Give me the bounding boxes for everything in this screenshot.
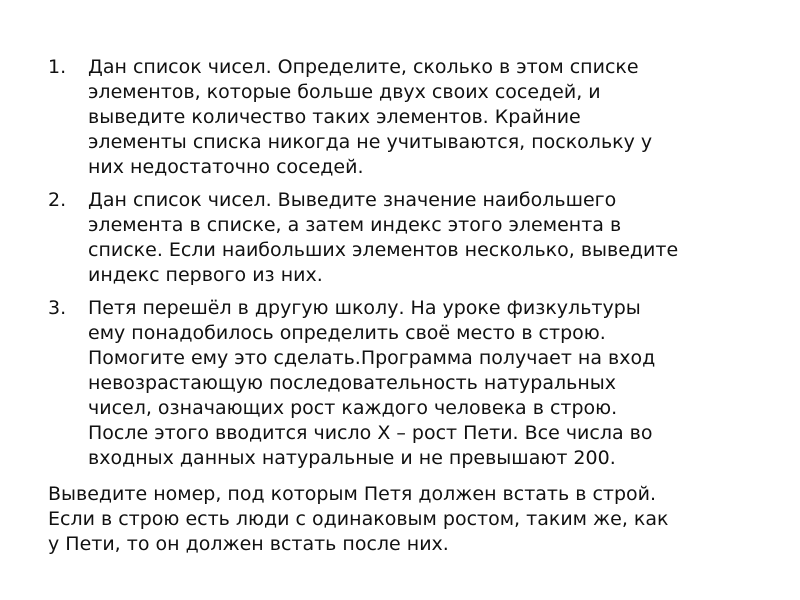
task-list: [48, 55, 748, 479]
text-line: Петя перешёл в другую школу. На уроке физкультуры: [88, 297, 641, 319]
task-number: 1.: [48, 56, 67, 78]
text-line: элементов, которые больше двух своих соседей, и: [88, 81, 601, 103]
task-number: 2.: [48, 189, 67, 211]
text-line: индекс первого из них.: [88, 264, 323, 286]
text-line: Дан список чисел. Выведите значение наибольшего: [88, 189, 617, 211]
text-line: Дан список чисел. Определите, сколько в этом списке: [88, 56, 639, 78]
text-line: у Пети, то он должен встать после них.: [48, 533, 449, 555]
text-line: списке. Если наибольших элементов несколько, выведите: [88, 239, 679, 261]
text-line: них недостаточно соседей.: [88, 156, 364, 178]
text-line: Если в строю есть люди с одинаковым ростом, таким же, как: [48, 508, 669, 530]
text-line: чисел, означающих рост каждого человека в строю.: [88, 397, 618, 419]
conclusion-paragraph: [48, 482, 748, 557]
text-line: Помогите ему это сделать.Программа получает на вход: [88, 347, 656, 369]
task-item-1: [48, 55, 748, 180]
text-line: После этого вводится число X – рост Пети. Все числа во: [88, 422, 653, 444]
task-text: [88, 296, 748, 471]
text-line: Выведите номер, под которым Петя должен встать в строй.: [48, 483, 657, 505]
task-item-2: [48, 188, 748, 288]
text-line: невозрастающую последовательность натуральных: [88, 372, 616, 394]
task-number: 3.: [48, 297, 67, 319]
text-line: входных данных натуральные и не превышают 200.: [88, 447, 616, 469]
text-line: элемента в списке, а затем индекс этого элемента в: [88, 214, 622, 236]
task-item-3: [48, 296, 748, 471]
text-line: элементы списка никогда не учитываются, поскольку у: [88, 131, 653, 153]
task-text: [88, 188, 748, 288]
text-line: выведите количество таких элементов. Крайние: [88, 106, 581, 128]
task-text: [88, 55, 748, 180]
text-line: ему понадобилось определить своё место в строю.: [88, 322, 606, 344]
